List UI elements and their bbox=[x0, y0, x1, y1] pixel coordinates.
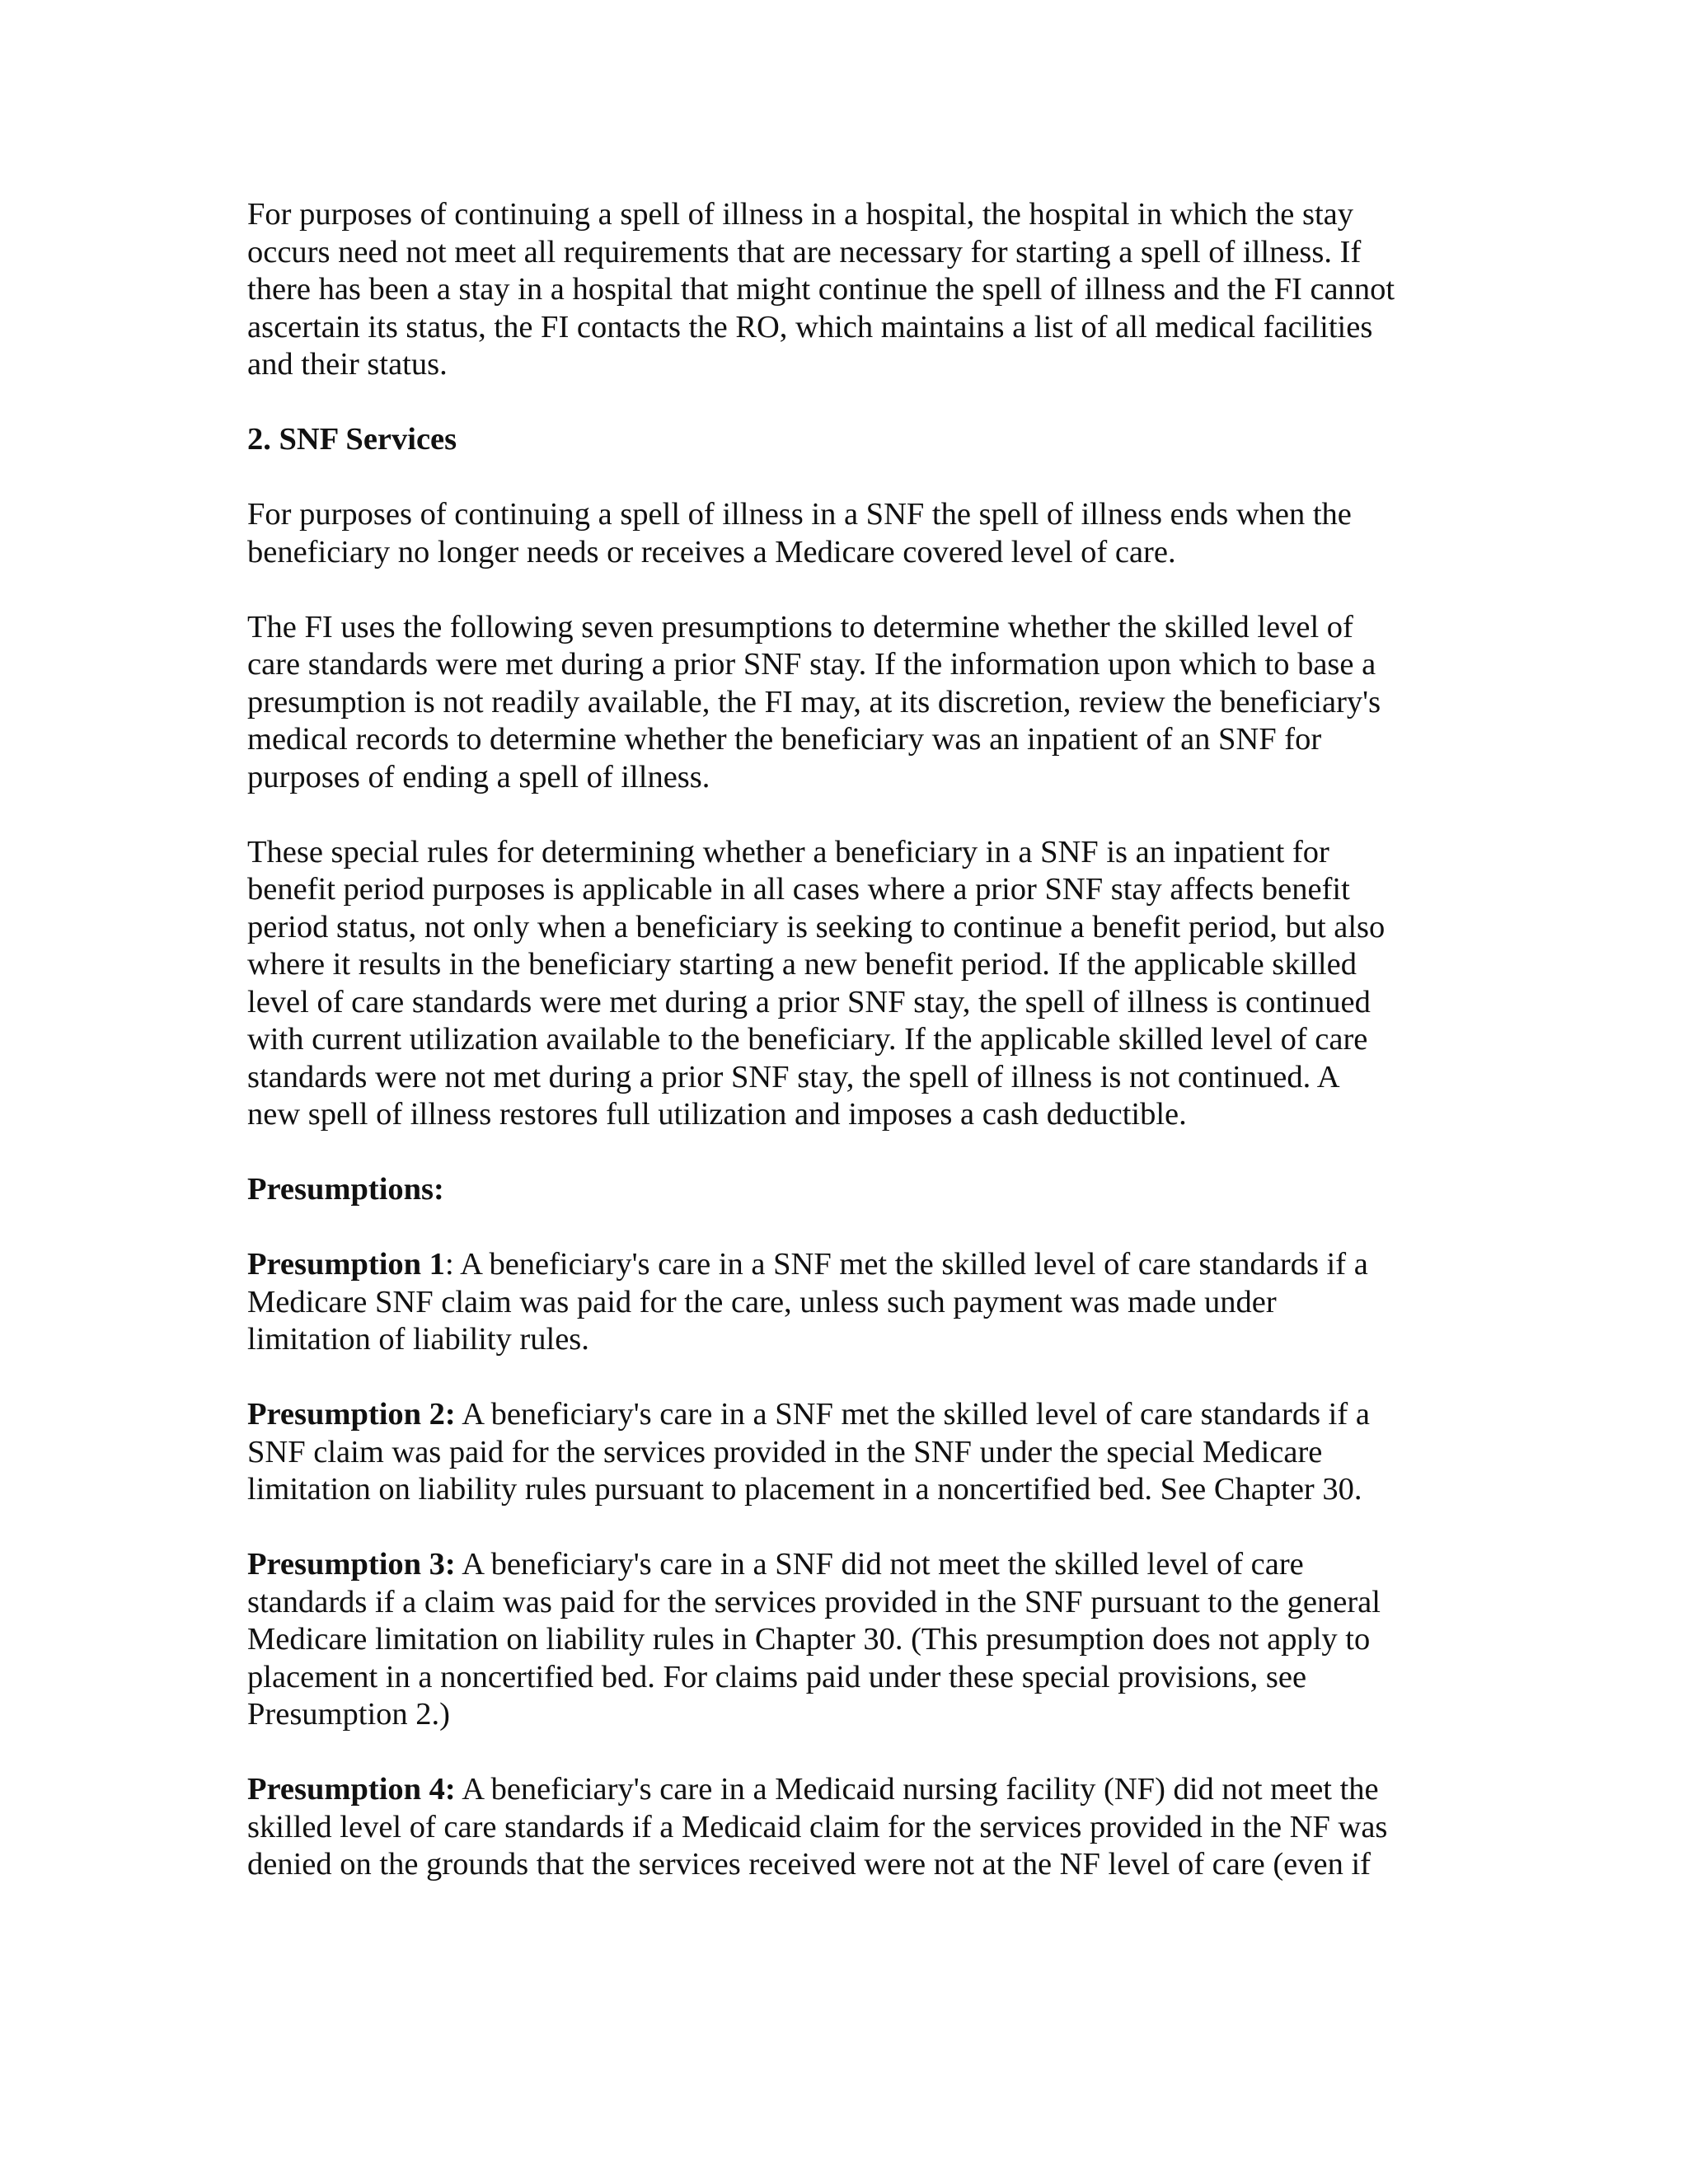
text-line: limitation of liability rules. bbox=[247, 1322, 589, 1357]
text-line bbox=[247, 1396, 1451, 1434]
text-line: Medicare SNF claim was paid for the care, unless such payment was made under bbox=[247, 1284, 1277, 1319]
section-heading-snf-services: 2. SNF Services bbox=[247, 422, 457, 457]
text-line: occurs need not meet all requirements that are necessary for starting a spell of illness. If bbox=[247, 234, 1362, 269]
text-line: level of care standards were met during a prior SNF stay, the spell of illness is continued bbox=[247, 984, 1371, 1019]
paragraph-presumption-1 bbox=[247, 1246, 1451, 1359]
text-line: benefit period purposes is applicable in all cases where a prior SNF stay affects benefit bbox=[247, 872, 1350, 907]
text-line: there has been a stay in a hospital that might continue the spell of illness and the FI cannot bbox=[247, 272, 1395, 307]
text-fragment: A beneficiary's care in a SNF did not meet the skilled level of care bbox=[455, 1547, 1304, 1582]
text-fragment: A beneficiary's care in a Medicaid nursing facility (NF) did not meet the bbox=[455, 1772, 1379, 1807]
text-fragment: : A beneficiary's care in a SNF met the skilled level of care standards if a bbox=[444, 1247, 1368, 1282]
paragraph-hospital-continuation bbox=[247, 196, 1451, 384]
text-line: standards were not met during a prior SNF stay, the spell of illness is not continued. A bbox=[247, 1059, 1340, 1094]
presumption-lead: Presumption 1 bbox=[247, 1247, 445, 1282]
text-line: medical records to determine whether the beneficiary was an inpatient of an SNF for bbox=[247, 722, 1322, 757]
text-line: beneficiary no longer needs or receives a Medicare covered level of care. bbox=[247, 534, 1176, 569]
text-line: Medicare limitation on liability rules in Chapter 30. (This presumption does not apply to bbox=[247, 1622, 1371, 1657]
text-line: presumption is not readily available, the FI may, at its discretion, review the beneficiary's bbox=[247, 684, 1381, 719]
text-line: new spell of illness restores full utilization and imposes a cash deductible. bbox=[247, 1097, 1187, 1132]
paragraph-snf-continuation bbox=[247, 496, 1451, 571]
presumption-lead: Presumption 2: bbox=[247, 1397, 456, 1432]
presumption-lead: Presumption 4: bbox=[247, 1772, 456, 1807]
paragraph-presumption-3 bbox=[247, 1546, 1451, 1734]
section-heading-presumptions: Presumptions: bbox=[247, 1172, 444, 1207]
text-line: and their status. bbox=[247, 347, 448, 382]
paragraph-presumption-2 bbox=[247, 1396, 1451, 1509]
paragraph-special-rules bbox=[247, 834, 1451, 1134]
text-line bbox=[247, 1246, 1451, 1284]
text-line: denied on the grounds that the services received were not at the NF level of care (even if bbox=[247, 1847, 1371, 1882]
text-line: For purposes of continuing a spell of illness in a SNF the spell of illness ends when the bbox=[247, 497, 1352, 532]
text-line: The FI uses the following seven presumptions to determine whether the skilled level of bbox=[247, 609, 1353, 644]
text-fragment: A beneficiary's care in a SNF met the skilled level of care standards if a bbox=[455, 1397, 1370, 1432]
text-line: care standards were met during a prior SNF stay. If the information upon which to base a bbox=[247, 647, 1376, 682]
text-line: skilled level of care standards if a Medicaid claim for the services provided in the NF was bbox=[247, 1809, 1388, 1844]
text-line: ascertain its status, the FI contacts the RO, which maintains a list of all medical facilities bbox=[247, 309, 1373, 344]
text-line: For purposes of continuing a spell of illness in a hospital, the hospital in which the stay bbox=[247, 197, 1353, 232]
text-line: SNF claim was paid for the services provided in the SNF under the special Medicare bbox=[247, 1434, 1323, 1469]
text-line: purposes of ending a spell of illness. bbox=[247, 759, 710, 794]
paragraph-seven-presumptions bbox=[247, 609, 1451, 797]
text-line: with current utilization available to the beneficiary. If the applicable skilled level of care bbox=[247, 1022, 1368, 1057]
document-body bbox=[247, 196, 1451, 1921]
text-line: standards if a claim was paid for the services provided in the SNF pursuant to the general bbox=[247, 1584, 1381, 1619]
presumption-lead: Presumption 3: bbox=[247, 1547, 456, 1582]
text-line: Presumption 2.) bbox=[247, 1697, 450, 1732]
text-line: period status, not only when a beneficiary is seeking to continue a benefit period, but also bbox=[247, 909, 1386, 944]
text-line: These special rules for determining whether a beneficiary in a SNF is an inpatient for bbox=[247, 834, 1329, 869]
text-line bbox=[247, 1546, 1451, 1584]
text-line: where it results in the beneficiary starting a new benefit period. If the applicable skilled bbox=[247, 947, 1357, 982]
text-line: limitation on liability rules pursuant to placement in a noncertified bed. See Chapter 30. bbox=[247, 1472, 1362, 1507]
paragraph-presumption-4 bbox=[247, 1771, 1451, 1884]
text-line: placement in a noncertified bed. For claims paid under these special provisions, see bbox=[247, 1659, 1307, 1694]
text-line bbox=[247, 1771, 1451, 1809]
